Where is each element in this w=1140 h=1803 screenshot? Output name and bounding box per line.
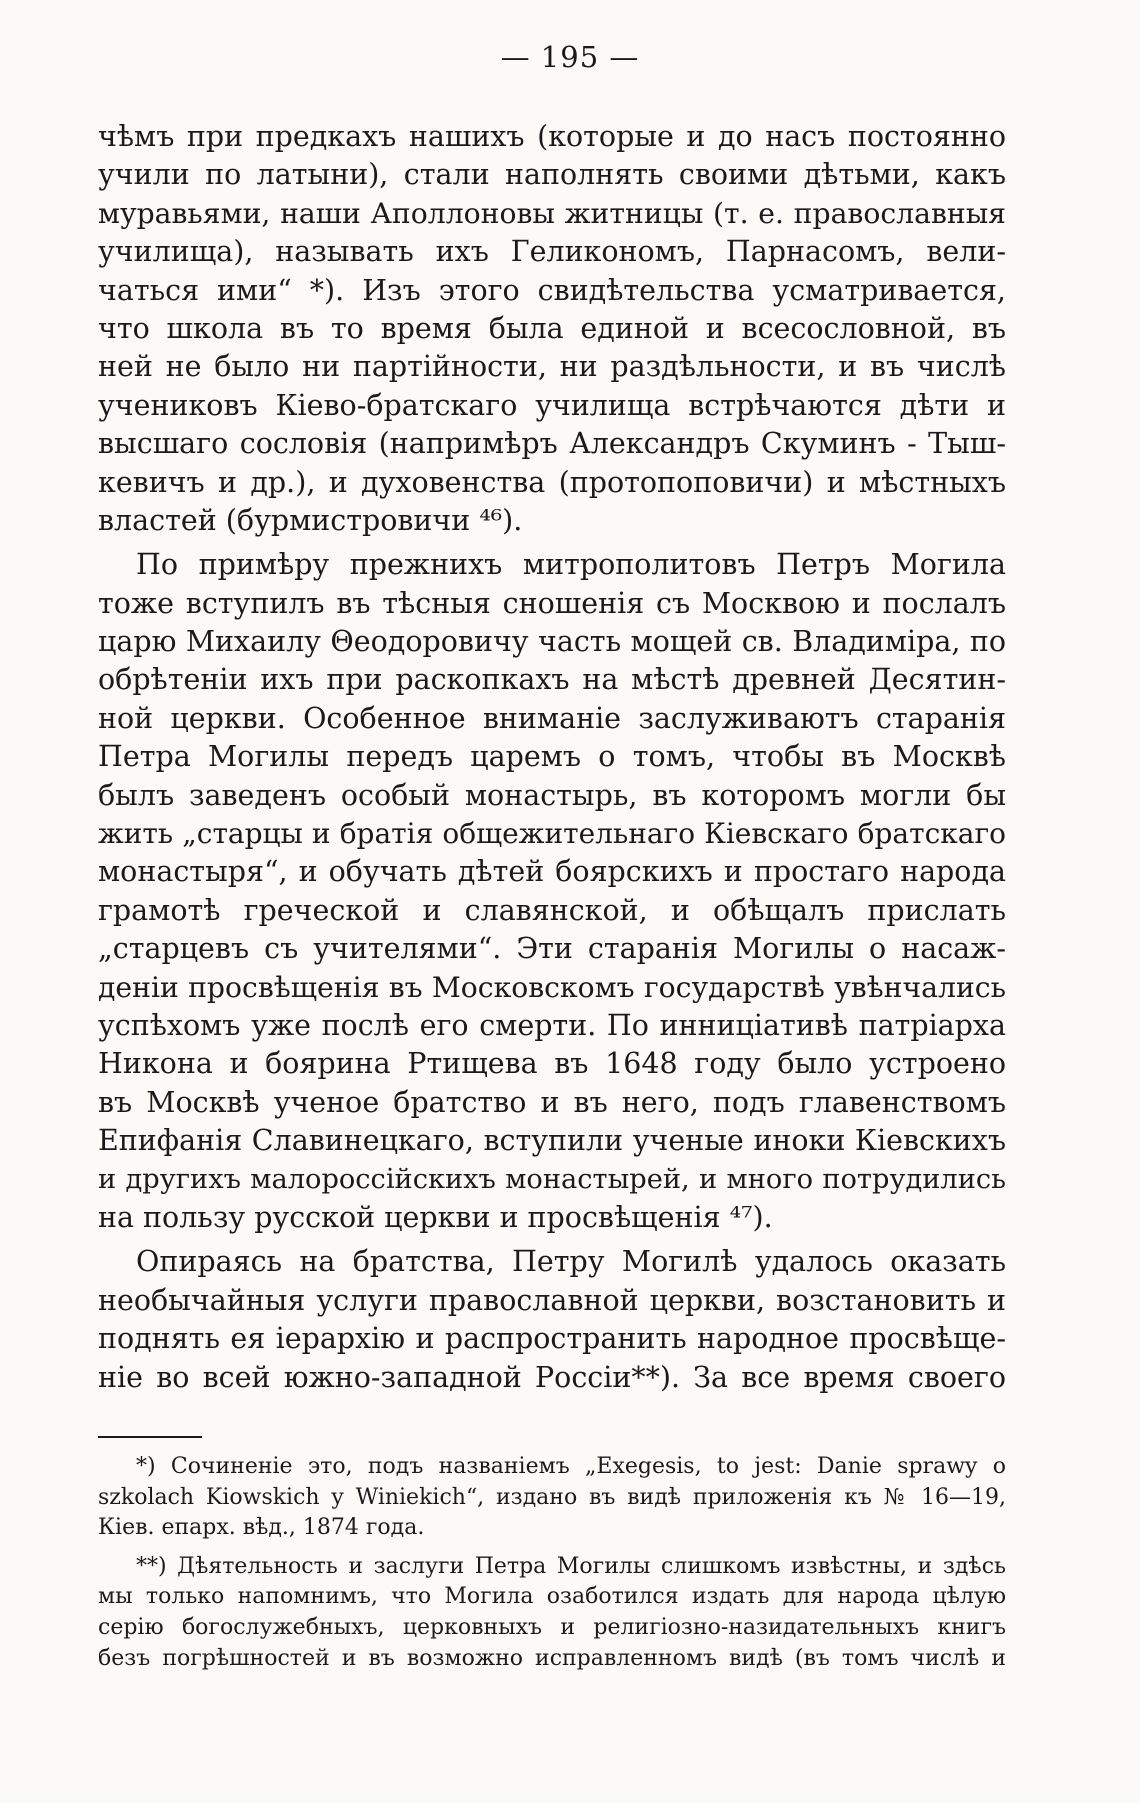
footnote-line: szkolach Kiowskich y Winiekich“, издано въ видѣ приложенія къ № 16—19, <box>98 1484 1006 1510</box>
text-line: ной церкви. Особенное вниманіе заслуживаютъ старанія <box>98 701 1006 735</box>
footnotes <box>98 1452 1006 1674</box>
text-line: ніе во всей южно-западной Россіи**). За все время своего <box>98 1360 1006 1394</box>
text-line: чѣмъ при предкахъ нашихъ (которые и до насъ постоянно <box>98 120 1006 153</box>
footnote-line: **) Дѣятельность и заслуги Петра Могилы слишкомъ извѣстны, и здѣсь <box>136 1553 1006 1579</box>
text-line: училища), называть ихъ Геликономъ, Парнасомъ, вели- <box>98 235 1006 269</box>
text-line: Петра Могилы передъ царемъ о томъ, чтобы въ Москвѣ <box>98 740 1006 774</box>
text-line: кевичъ и др.), и духовенства (протопоповичи) и мѣстныхъ <box>98 465 1006 499</box>
text-line: монастыря“, и обучать дѣтей боярскихъ и простаго народа <box>98 855 1006 889</box>
text-line: властей (бурмистровичи ⁴⁶). <box>98 503 523 537</box>
text-line: и другихъ малороссійскихъ монастырей, и много потрудились <box>98 1163 1006 1195</box>
text-line: „старцевъ съ учителями“. Эти старанія Могилы о насаж- <box>98 932 1006 966</box>
footnote-divider <box>98 1436 202 1438</box>
text-line: Никона и боярина Ртищева въ 1648 году было устроено <box>98 1047 1006 1081</box>
paragraph-start-line: По примѣру прежнихъ митрополитовъ Петръ Могила <box>136 548 1006 582</box>
footnote-line: безъ погрѣшностей и въ возможно исправленномъ видѣ (въ томъ числѣ и <box>98 1645 1006 1671</box>
footnote-line: Кіев. епарх. вѣд., 1874 года. <box>98 1515 425 1541</box>
page-number: — 195 — <box>500 40 640 74</box>
text-line: былъ заведенъ особый монастырь, въ которомъ могли бы <box>98 778 1006 812</box>
text-line: обрѣтеніи ихъ при раскопкахъ на мѣстѣ древней Десятин- <box>98 663 1006 697</box>
footnote-line: серію богослужебныхъ, церковныхъ и религіозно-назидательныхъ книгъ <box>98 1614 1006 1640</box>
text-line: тоже вступилъ въ тѣсныя сношенія съ Москвою и послалъ <box>98 586 1006 620</box>
text-line: учениковъ Кіево-братскаго училища встрѣчаются дѣти и <box>98 388 1006 422</box>
text-line: успѣхомъ уже послѣ его смерти. По инниціативѣ патріарха <box>98 1008 1006 1042</box>
text-line: ней не было ни партійности, ни раздѣльности, и въ числѣ <box>98 350 1006 384</box>
text-line: грамотѣ греческой и славянской, и обѣщалъ прислать <box>98 893 1006 927</box>
text-line: поднять ея іерархію и распространить народное просвѣще- <box>98 1322 1006 1356</box>
text-line: чаться ими“ *). Изъ этого свидѣтельства усматривается, <box>98 273 1006 307</box>
text-line: учили по латыни), стали наполнять своими дѣтьми, какъ <box>98 158 1006 192</box>
text-line: что школа въ то время была единой и всесословной, въ <box>98 311 1006 345</box>
text-line: высшаго сословія (напримѣръ Александръ Скуминъ - Тыш- <box>98 427 1006 461</box>
text-line: въ Москвѣ ученое братство и въ него, подъ главенствомъ <box>98 1085 1006 1119</box>
text-line: Епифанія Славинецкаго, вступили ученые иноки Кіевскихъ <box>98 1124 1006 1158</box>
text-line: деніи просвѣщенія въ Московскомъ государствѣ увѣнчались <box>98 970 1006 1004</box>
text-line: царю Михаилу Θеодоровичу часть мощей св. Владиміра, по <box>98 625 1006 659</box>
footnote-line: *) Сочиненіе это, подъ названіемъ „Exegesis, to jest: Danie sprawy o <box>136 1454 1006 1479</box>
paragraph-start-line: Опираясь на братства, Петру Могилѣ удалось оказать <box>136 1245 1006 1279</box>
text-line: необычайныя услуги православной церкви, возстановить и <box>98 1283 1006 1317</box>
main-text <box>98 118 1006 1397</box>
footnote-line: мы только напомнимъ, что Могила озаботился издать для народа цѣлую <box>98 1584 1006 1610</box>
text-line: на пользу русской церкви и просвѣщенія ⁴⁷). <box>98 1200 773 1234</box>
text-line: муравьями, наши Аполлоновы житницы (т. е. православныя <box>98 196 1006 230</box>
text-line: жить „старцы и братія общежительнаго Кіевскаго братскаго <box>98 817 1006 851</box>
